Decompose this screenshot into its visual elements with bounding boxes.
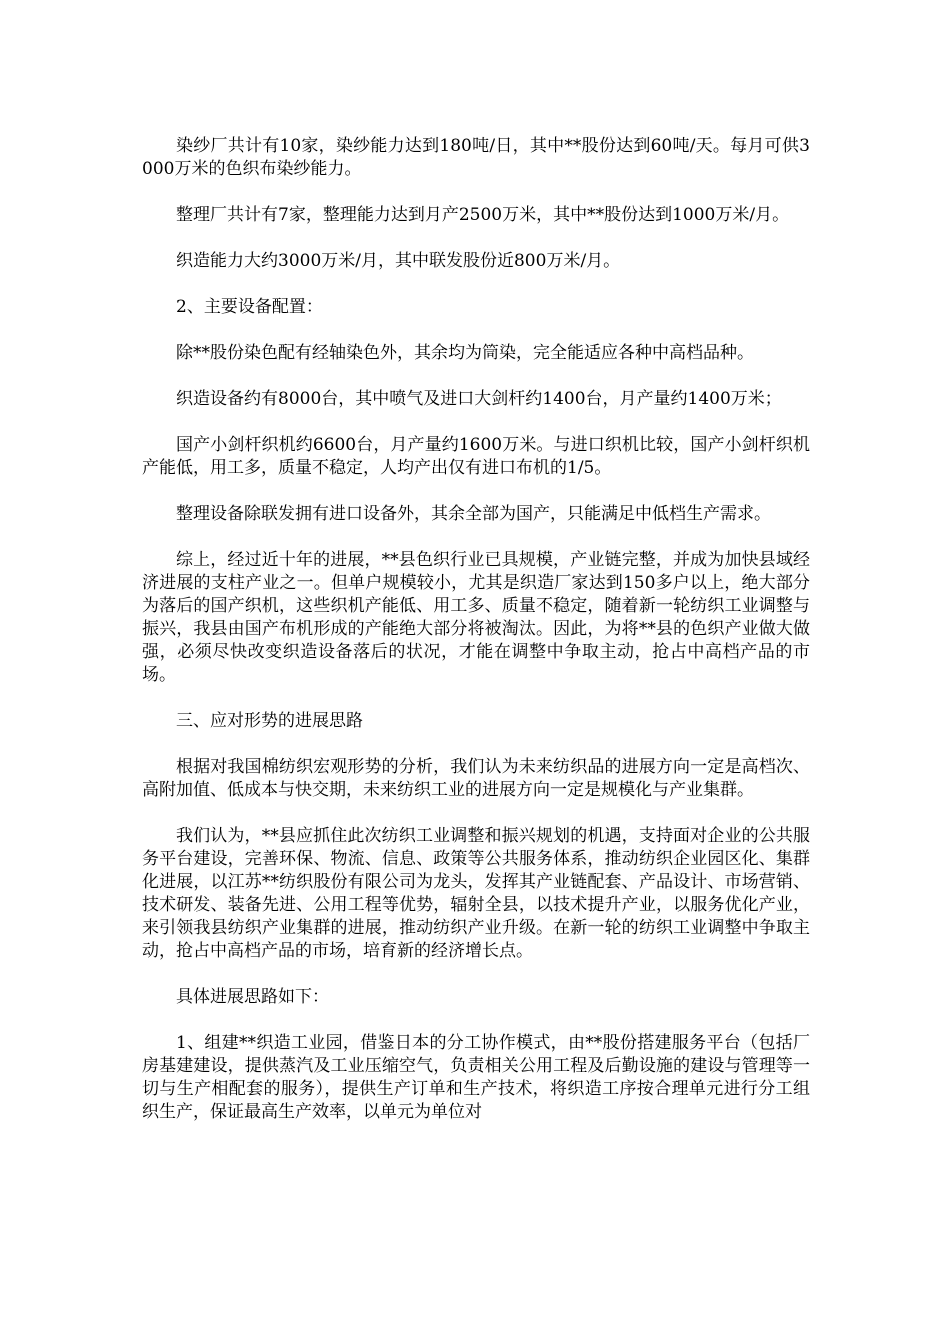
- paragraph-dyeing-plants: 染纱厂共计有10家，染纱能力达到180吨/日，其中**股份达到60吨/天。每月可供3000万米的色织布染纱能力。: [142, 136, 810, 179]
- paragraph-weaving-capacity: 织造能力大约3000万米/月，其中联发股份近800万米/月。: [176, 251, 621, 271]
- paragraph-macro-analysis: 根据对我国棉纺织宏观形势的分析，我们认为未来纺织品的进展方向一定是高档次、高附加值、低成本与快交期，未来纺织工业的进展方向一定是规模化与产业集群。: [142, 757, 810, 800]
- document-body: [142, 135, 810, 1147]
- section-heading-development-strategy: 三、应对形势的进展思路: [176, 711, 363, 731]
- paragraph-summary: 综上，经过近十年的进展，**县色织行业已具规模，产业链完整，并成为加快县域经济进展的支柱产业之一。但单户规模较小，尤其是织造厂家达到150多户以上，绝大部分为落后的国产织机，这些织机产能低、用工多、质量不稳定，随着新一轮纺织工业调整与振兴，我县由国产布机形成的产能绝大部分将被淘汰。因此，为将**县的色织产业做大做强，必须尽快改变织造设备落后的状况，才能在调整中争取主动，抢占中高档产品的市场。: [142, 550, 810, 685]
- paragraph-dyeing-equipment: 除**股份染色配有经轴染色外，其余均为筒染，完全能适应各种中高档品种。: [176, 343, 754, 363]
- section-heading-equipment: 2、主要设备配置：: [176, 297, 323, 317]
- paragraph-weaving-equipment: 织造设备约有8000台，其中喷气及进口大剑杆约1400台，月产量约1400万米；: [176, 389, 782, 409]
- paragraph-finishing-equipment: 整理设备除联发拥有进口设备外，其余全部为国产，只能满足中低档生产需求。: [176, 504, 771, 524]
- paragraph-finishing-plants: 整理厂共计有7家，整理能力达到月产2500万米，其中**股份达到1000万米/月。: [176, 205, 790, 225]
- paragraph-specific-ideas-intro: 具体进展思路如下：: [176, 987, 329, 1007]
- paragraph-domestic-looms: 国产小剑杆织机约6600台，月产量约1600万米。与进口织机比较，国产小剑杆织机产能低，用工多，质量不稳定，人均产出仅有进口布机的1/5。: [142, 435, 810, 478]
- paragraph-industrial-park: 1、组建**织造工业园，借鉴日本的分工协作模式，由**股份搭建服务平台（包括厂房基建建设，提供蒸汽及工业压缩空气，负责相关公用工程及后勤设施的建设与管理等一切与生产相配套的服务），提供生产订单和生产技术，将织造工序按合理单元进行分工组织生产，保证最高生产效率，以单元为单位对: [142, 1033, 810, 1122]
- paragraph-recommendation: 我们认为，**县应抓住此次纺织工业调整和振兴规划的机遇，支持面对企业的公共服务平台建设，完善环保、物流、信息、政策等公共服务体系，推动纺织企业园区化、集群化进展，以江苏**纺织股份有限公司为龙头，发挥其产业链配套、产品设计、市场营销、技术研发、装备先进、公用工程等优势，辐射全县，以技术提升产业，以服务优化产业，来引领我县纺织产业集群的进展，推动纺织产业升级。在新一轮的纺织工业调整中争取主动，抢占中高档产品的市场，培育新的经济增长点。: [142, 826, 810, 961]
